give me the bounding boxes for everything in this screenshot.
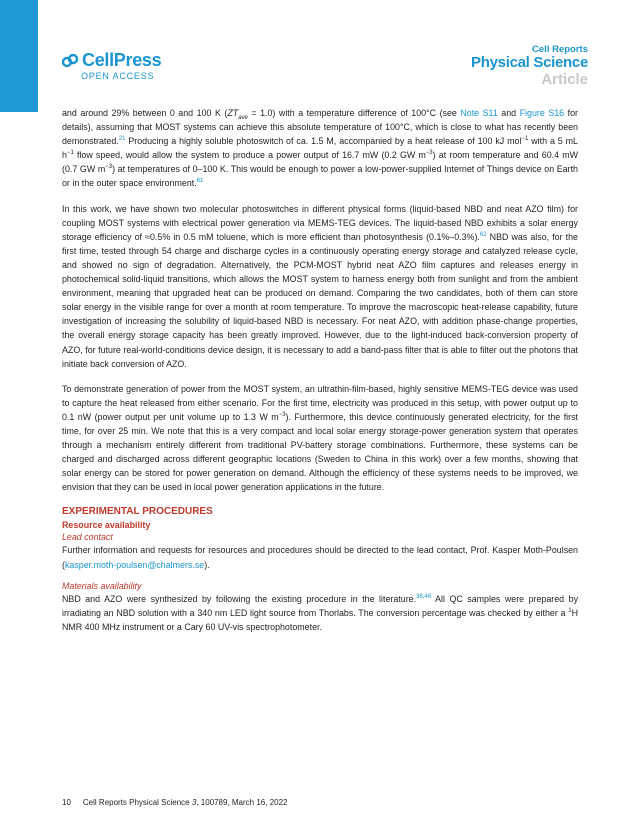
note-s11-link[interactable]: Note S11 bbox=[460, 108, 498, 118]
publisher-name: CellPress bbox=[82, 50, 162, 70]
article-body bbox=[62, 106, 578, 645]
journal-name-line2: Physical Science bbox=[471, 54, 588, 71]
text: Producing a highly soluble photoswitch of ca. 1.5 M, accompanied by a heat release of 100 kJ mol bbox=[125, 136, 522, 147]
text: for details), assuming that MOST systems can achieve this absolute temperature of 100°C, which is close to what has recently been demonstrated. bbox=[62, 108, 578, 147]
text: and around 29% between 0 and 100 K ( bbox=[62, 108, 228, 118]
text: In this work, we have shown two molecular photoswitches in different physical forms (liquid-based NBD and neat AZO film) for coupling MOST systems with electrical power generation via MEMS-TEG devices. The liquid-based NBD exhibits a solar energy storage efficiency of ≈0.5% in 0.5 mM toluene, which is more efficient than photosynthesis (0.1%–0.3%). bbox=[62, 203, 578, 242]
text: H NMR 400 MHz instrument or a Cary 60 UV-vis spectrophotometer. bbox=[62, 607, 578, 632]
superscript: −3 bbox=[425, 150, 433, 157]
superscript: −3 bbox=[278, 411, 286, 418]
text: = 1.0) with a temperature difference of 100°C (see bbox=[247, 108, 461, 118]
text: ) at temperatures of 0–100 K. This would be enough to power a low-power-supplied Internet of Things device on Earth or in the outer space environment. bbox=[62, 164, 578, 189]
text: with a 5 mL h bbox=[62, 136, 578, 161]
paragraph-efficiency bbox=[62, 106, 578, 191]
zt-symbol: ZT bbox=[227, 108, 239, 118]
superscript: −1 bbox=[521, 136, 529, 143]
text: ) at room temperature and 60.4 mW (0.7 GW m bbox=[62, 150, 578, 175]
text: and bbox=[497, 108, 520, 118]
superscript: 1 bbox=[568, 607, 572, 614]
lead-contact-email-link[interactable]: kasper.moth-poulsen@chalmers.se bbox=[64, 559, 205, 570]
materials-availability-heading: Materials availability bbox=[62, 580, 142, 591]
resource-availability-heading: Resource availability bbox=[62, 520, 151, 531]
article-type-label: Article bbox=[541, 71, 588, 88]
reference-link[interactable]: 61 bbox=[196, 178, 204, 185]
citation-prefix: Cell Reports Physical Science bbox=[82, 798, 192, 807]
text: flow speed, would allow the system to produce a power output of 16.7 mW (0.2 GW m bbox=[73, 150, 426, 161]
text: All QC samples were prepared by irradiating an NBD solution with a 340 nm LED light source from Thorlabs. The conversion percentage was checked by either a bbox=[62, 593, 579, 618]
zt-subscript: ave bbox=[238, 114, 248, 121]
paragraph-materials bbox=[62, 592, 578, 634]
citation-volume: 3 bbox=[191, 798, 197, 807]
text: NBD was also, for the first time, tested through 54 charge and discharge cycles in a continuously operating energy storage and catalyzed release cycle, and showed no sign of degradation. Alternatively, the PCM-MOST hybrid neat AZO film captures and releases energy in photochemical solid-liquid transitions, which allows the MOST system to harness energy both from sunlight and from the ambient environment, meaning that upgraded heat can be produced on demand. Comparing the two candidates, both of them can store solar energy in the visible range for over a month at room temperature. To improve the macroscopic heat-release capability, future investigation of increasing the solubility of liquid-based NBD is necessary. For neat AZO, with addition phase-change properties, the overall energy storage capacity has been greatly improved. However, due to the light-induced back-conversion property of AZO, for future real-world-conditions device design, it is necessary to add a band-pass filter that is able to filter out the photons that initiate back conversion of AZO. bbox=[62, 231, 578, 369]
figure-s16-link[interactable]: Figure S16 bbox=[519, 108, 565, 118]
citation-suffix: , 100789, March 16, 2022 bbox=[196, 798, 288, 807]
text: ). bbox=[204, 559, 210, 570]
text: Further information and requests for resources and procedures should be directed to the lead contact, Prof. Kasper Moth-Poulsen ( bbox=[62, 545, 578, 570]
superscript: −3 bbox=[105, 164, 113, 171]
reference-link[interactable]: 38,46 bbox=[416, 593, 432, 600]
paragraph-lead-contact bbox=[62, 543, 578, 571]
page-number: 10 bbox=[62, 798, 71, 807]
reference-link[interactable]: 62 bbox=[479, 231, 487, 238]
superscript: −1 bbox=[66, 150, 74, 157]
text: To demonstrate generation of power from the MOST system, an ultrathin-film-based, highly sensitive MEMS-TEG device was used to capture the heat released from either scenario. For the first time, electricity was produced in this setup, with power output up to 0.1 nW (power output per unit volume up to 1.3 W m bbox=[62, 383, 578, 422]
journal-brand bbox=[471, 44, 588, 89]
journal-name-line1: Cell Reports bbox=[532, 44, 588, 55]
open-access-label: OPEN ACCESS bbox=[81, 71, 155, 81]
reference-link[interactable]: 21 bbox=[118, 136, 126, 143]
lead-contact-heading: Lead contact bbox=[62, 532, 113, 543]
text: ). Furthermore, this device continuously generated electricity, for the first time, for over 25 min. We note that this is a very compact and local solar energy storage-power generation system that operates through a mechanism entirely different from traditional PV-battery storage combinations. Furthermore, these systems can be charged and discharged across different geographic locations (Sweden to China in this work) over a few months, showing that solar energy can be stored for power generation on demand. Although the efficiency of these systems needs to be improved, we envision that they can be used in local power generation applications in the future. bbox=[62, 411, 579, 493]
cellpress-mark-icon bbox=[62, 53, 78, 69]
text: NBD and AZO were synthesized by following the existing procedure in the literature. bbox=[62, 593, 417, 604]
cellpress-logo[interactable] bbox=[62, 50, 161, 71]
paragraph-summary bbox=[62, 202, 578, 371]
paragraph-power-generation bbox=[62, 382, 578, 495]
experimental-procedures-heading: EXPERIMENTAL PROCEDURES bbox=[62, 506, 213, 518]
corner-color-tab bbox=[0, 0, 38, 112]
page-footer bbox=[62, 798, 287, 807]
